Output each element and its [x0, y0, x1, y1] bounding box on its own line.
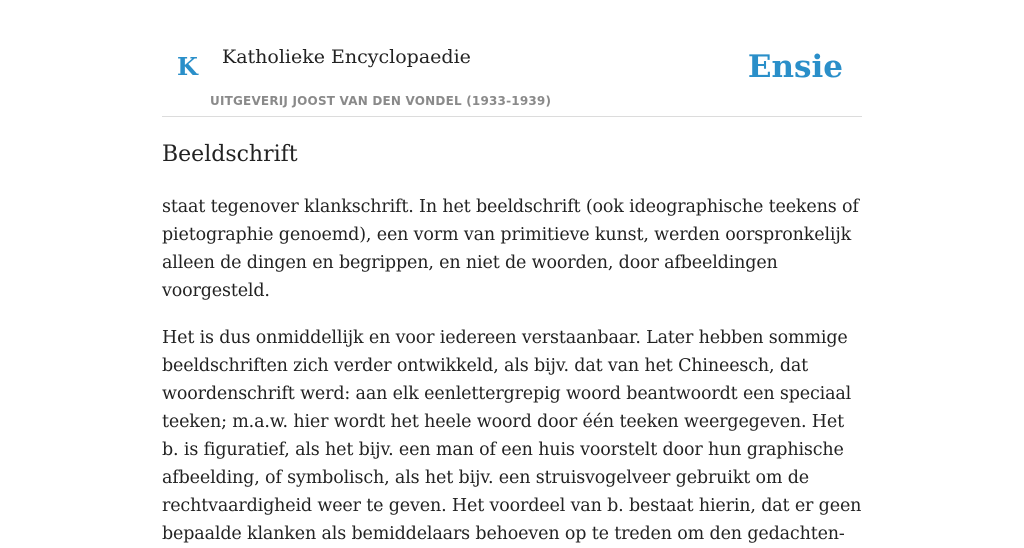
site-header: [162, 0, 862, 117]
source-title-link[interactable]: Katholieke Encyclopaedie: [222, 46, 471, 68]
article-paragraph-1: staat tegenover klankschrift. In het beeldschrift (ook ideographische teekens of pietographie genoemd), een vorm van primitieve kunst, werden oorspronkelijk alleen de dingen en begrippen, en niet de woorden, door afbeeldingen voorgesteld.: [162, 197, 859, 301]
source-logo[interactable]: K: [177, 52, 198, 81]
article: [162, 116, 862, 548]
article-title: Beeldschrift: [162, 142, 298, 167]
publisher-label: UITGEVERIJ JOOST VAN DEN VONDEL (1933-1939): [210, 94, 552, 108]
article-paragraph-2: Het is dus onmiddellijk en voor iedereen verstaanbaar. Later hebben sommige beeldschriften zich verder ontwikkeld, als bijv. dat van het Chineesch, dat woordenschrift werd: aan elk eenlettergrepig woord beantwoordt een speciaal teeken; m.a.w. hier wordt het heele woord door één teeken weergegeven. Het b. is figuratief, als het bijv. een man of een huis voorstelt door hun graphische afbeelding, of symbolisch, als het bijv. een struisvogelveer gebruikt om de rechtvaardigheid weer te geven. Het voordeel van b. bestaat hierin, dat er geen bepaalde klanken als bemiddelaars behoeven op te treden om den gedachten-: [162, 328, 862, 544]
ensie-logo-link[interactable]: Ensie: [747, 49, 843, 85]
